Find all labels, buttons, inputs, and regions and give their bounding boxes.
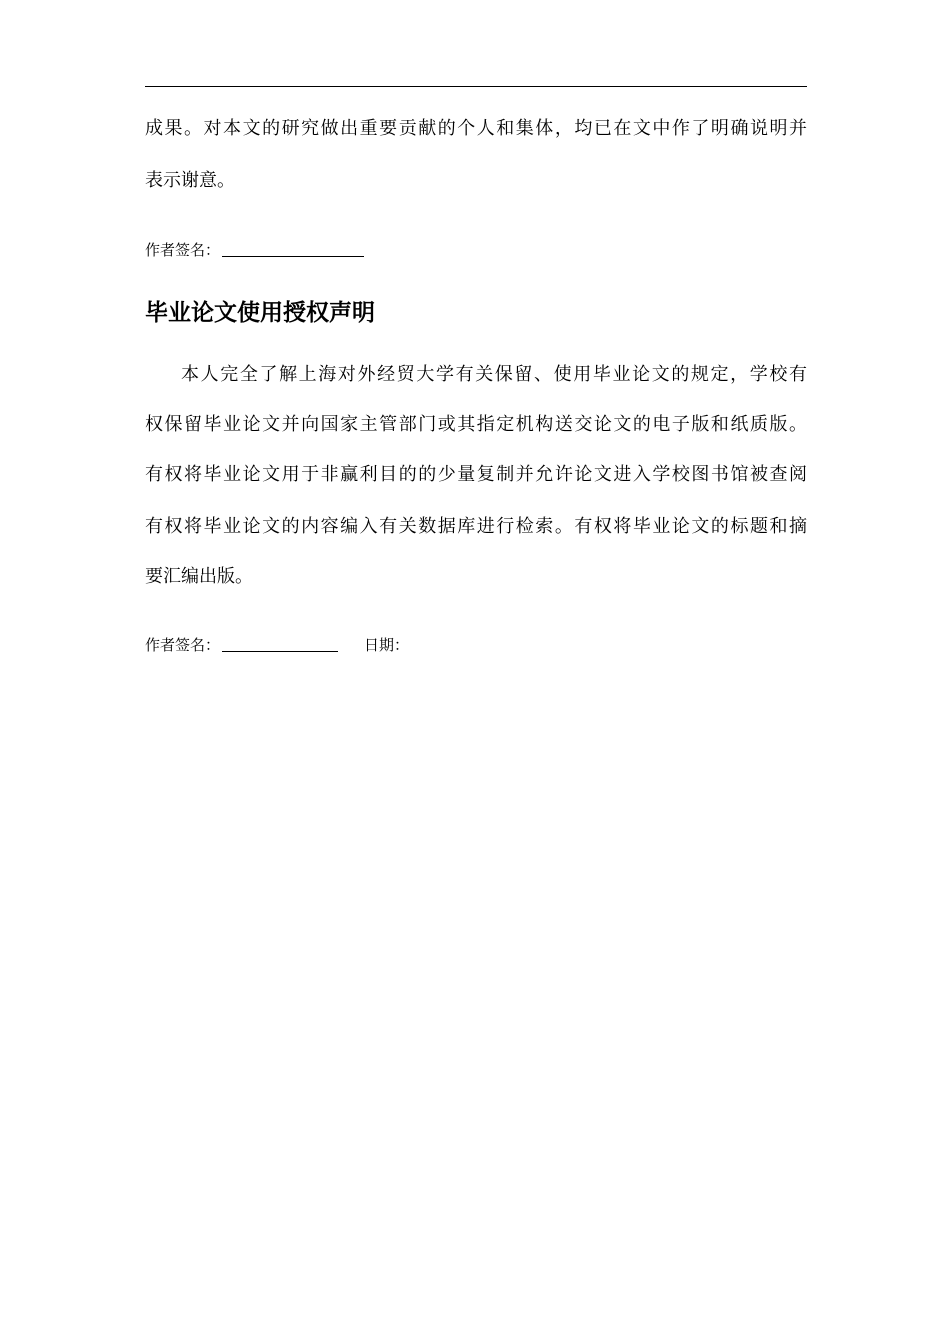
signature-label: 作者签名： [145, 241, 221, 259]
authorization-signature-row [145, 635, 409, 655]
originality-line-1: 成果。对本文的研究做出重要贡献的个人和集体，均已在文中作了明确说明并 [145, 118, 807, 139]
authorization-line-3: 有权将毕业论文用于非赢利目的的少量复制并允许论文进入学校图书馆被查阅 [145, 464, 807, 485]
authorization-line-5: 要汇编出版。 [145, 566, 253, 587]
originality-signature-row [145, 240, 364, 260]
authorization-line-2: 权保留毕业论文并向国家主管部门或其指定机构送交论文的电子版和纸质版。 [145, 414, 807, 435]
authorization-line-1: 本人完全了解上海对外经贸大学有关保留、使用毕业论文的规定，学校有 [181, 364, 807, 385]
originality-line-2: 表示谢意。 [145, 170, 235, 191]
authorization-line-4: 有权将毕业论文的内容编入有关数据库进行检索。有权将毕业论文的标题和摘 [145, 516, 807, 537]
signature-line [222, 651, 338, 652]
date-label: 日期： [364, 636, 410, 654]
section-title: 毕业论文使用授权声明 [145, 300, 375, 326]
signature-label: 作者签名： [145, 636, 221, 654]
signature-line [222, 256, 364, 257]
header-rule [145, 86, 807, 87]
